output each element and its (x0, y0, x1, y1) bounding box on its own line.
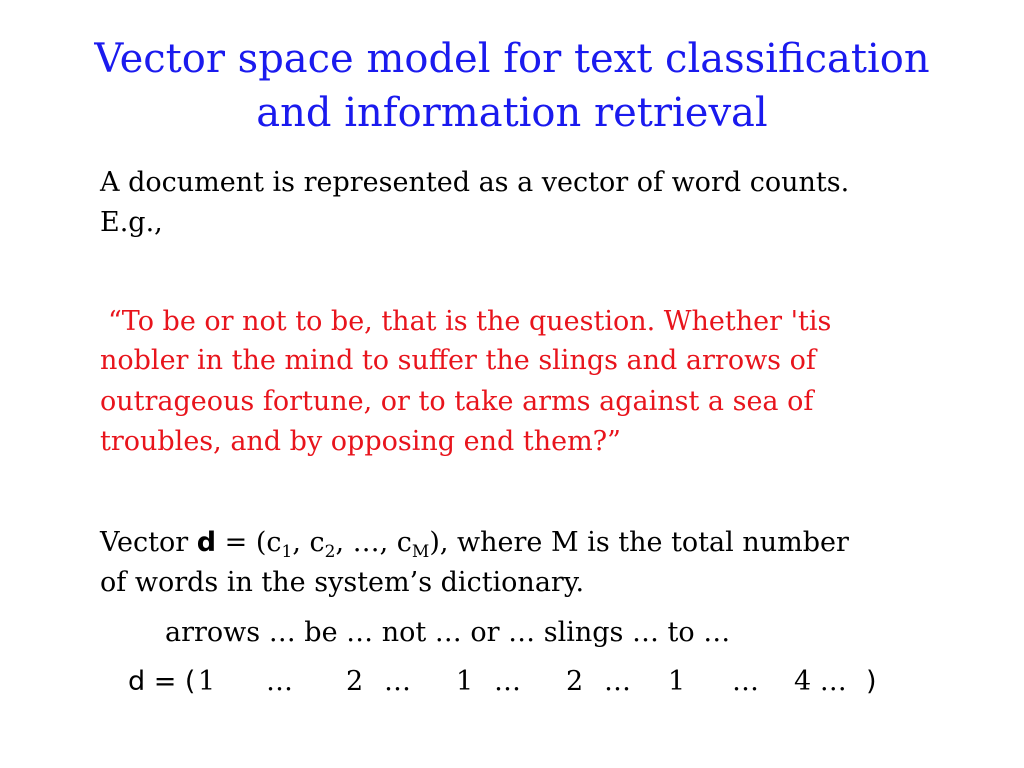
count-cell: 2 (566, 666, 584, 697)
count-cell: 1 (198, 666, 216, 697)
count-cell: … (494, 666, 521, 697)
vector-definition-line-2: of words in the system’s dictionary. (100, 567, 585, 598)
vector-mid-1: , c (292, 527, 325, 558)
vector-prefix: Vector (100, 527, 197, 558)
count-cell: … (732, 666, 759, 697)
quote-line-4: troubles, and by opposing end them?” (100, 426, 621, 457)
count-cell: 1 (668, 666, 686, 697)
slide-title-line-1: Vector space model for text classification (94, 36, 930, 82)
count-cell: … (384, 666, 411, 697)
quote-line-2: nobler in the mind to suffer the slings and arrows of (100, 345, 816, 376)
subscript-2: 2 (324, 542, 336, 562)
slide-title-line-2: and information retrieval (256, 90, 768, 136)
vector-mid-2: , …, c (335, 527, 412, 558)
vector-symbol: d (196, 527, 217, 558)
intro-line-1: A document is represented as a vector of word counts. (100, 167, 850, 198)
vector-suffix: ), where M is the total number (429, 527, 849, 558)
subscript-m: M (411, 542, 430, 562)
quote-line-1: “To be or not to be, that is the question. Whether 'tis (108, 306, 832, 337)
count-cell: 1 (456, 666, 474, 697)
count-cell-close: ) (866, 666, 877, 697)
count-cell: … (604, 666, 631, 697)
quote-line-3: outrageous fortune, or to take arms against a sea of (100, 386, 814, 417)
intro-line-2: E.g., (100, 207, 163, 238)
words-row: arrows … be … not … or … slings … to … (165, 617, 731, 648)
subscript-1: 1 (281, 542, 293, 562)
counts-label: d = ( (128, 666, 196, 697)
vector-definition-line-1 (100, 523, 849, 563)
count-cell: 4 … (794, 666, 847, 697)
vector-equals: = (c (216, 527, 282, 558)
count-cell: … (266, 666, 293, 697)
count-cell: 2 (346, 666, 364, 697)
counts-row (0, 662, 1024, 702)
